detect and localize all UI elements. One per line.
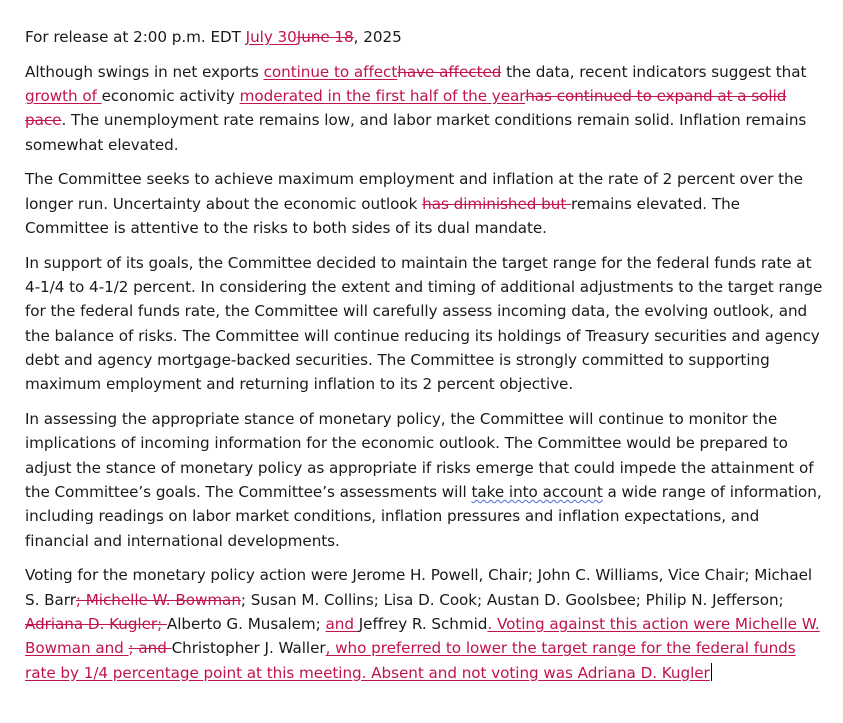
paragraph-policy-stance xyxy=(25,407,825,553)
text-run: Although swings in net exports xyxy=(25,62,264,81)
text-run: Jeffrey R. Schmid xyxy=(358,615,488,634)
insertion[interactable]: and xyxy=(325,615,359,634)
inserted-date[interactable]: July 30 xyxy=(245,28,297,46)
deletion[interactable]: ; and xyxy=(128,639,172,658)
text-run: In support of its goals, the Committee decided to maintain the target range for the federal funds rate at 4-1/4 to 4-1/2 percent. In considering the extent and timing of additional adjustments to the target range for the federal funds rate, the Committee will carefully assess incoming data, the evolving outlook, and the balance of risks. The Committee will continue reducing its holdings of Treasury securities and agency debt and agency mortgage-backed securities. The Committee is strongly committed to supporting maximum employment and returning inflation to its 2 percent objective. xyxy=(25,253,823,394)
text-run: the data, recent indicators suggest that xyxy=(501,62,807,81)
deletion[interactable]: has continued to expand at a solid pace xyxy=(25,87,787,130)
text-run: The Committee seeks to achieve maximum employment and inflation at the rate of 2 percent over the longer run. Uncertainty about the economic outlook xyxy=(25,170,803,213)
text-run: . The unemployment rate remains low, and labor market conditions remain solid. Inflation remains somewhat elevated. xyxy=(25,111,807,154)
text-run: economic activity xyxy=(101,87,240,106)
text-run: a wide range of information, including readings on labor market conditions, inflation pressures and inflation expectations, and financial and international developments. xyxy=(25,483,822,550)
deletion[interactable]: ; Michelle W. Bowman xyxy=(75,590,241,609)
paragraph-committee-goals xyxy=(25,167,825,240)
insertion[interactable]: , who preferred to lower the target range for the federal funds rate by 1/4 percentage point at this meeting. Absent and not voting was Adriana D. Kugler xyxy=(25,639,796,682)
text-run: remains elevated. The Committee is attentive to the risks to both sides of its dual mandate. xyxy=(25,194,740,238)
insertion[interactable]: continue to affect xyxy=(263,62,398,81)
text-run: Alberto G. Musalem; xyxy=(166,615,326,634)
release-prefix: For release at 2:00 p.m. EDT xyxy=(25,28,246,46)
deletion[interactable]: Adriana D. Kugler; xyxy=(25,615,167,634)
release-line xyxy=(25,25,825,49)
deletion[interactable]: have affected xyxy=(397,62,502,81)
document-page[interactable] xyxy=(25,25,825,695)
text-run: Voting for the monetary policy action were Jerome H. Powell, Chair; John C. Williams, Vice Chair; Michael S. Barr xyxy=(25,566,813,609)
paragraph-policy-decision xyxy=(25,251,825,397)
deleted-date[interactable]: June 18 xyxy=(296,28,354,46)
text-run: ; Susan M. Collins; Lisa D. Cook; Austan D. Goolsbee; Philip N. Jefferson; xyxy=(240,590,784,609)
insertion[interactable]: growth of xyxy=(25,87,102,106)
paragraph-voting xyxy=(25,563,825,684)
text-run: In assessing the appropriate stance of monetary policy, the Committee will continue to monitor the implications of incoming information for the economic outlook. The Committee would be prepared to adjust the stance of monetary policy as appropriate if risks emerge that could impede the attainment of the Committee’s goals. The Committee’s assessments will xyxy=(25,410,814,502)
insertion[interactable]: . Voting against this action were Michelle W. Bowman and xyxy=(25,615,820,658)
paragraph-economic-activity xyxy=(25,60,825,157)
insertion[interactable]: moderated in the first half of the year xyxy=(239,87,526,106)
text-cursor xyxy=(711,663,712,681)
text-run: Christopher J. Waller xyxy=(171,639,326,658)
release-year: , 2025 xyxy=(353,28,402,46)
grammar-flagged-phrase[interactable]: take into account xyxy=(471,483,603,502)
deletion[interactable]: has diminished but xyxy=(422,194,571,213)
